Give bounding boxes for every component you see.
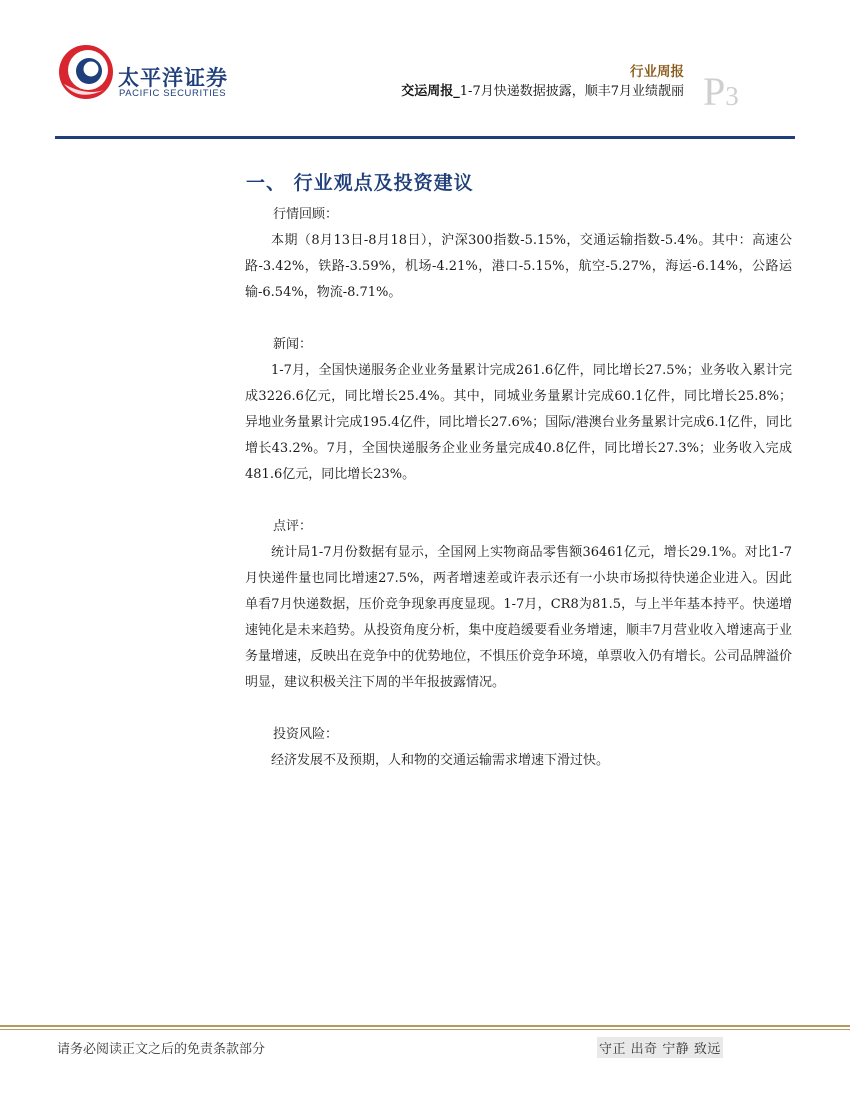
market-review-text: 本期（8月13日-8月18日），沪深300指数-5.15%，交通运输指数-5.4%。其中：高速公路-3.42%，铁路-3.59%，机场-4.21%，港口-5.15%，航空-5.27%，海运-6.14%，公路运输-6.54%，物流-8.71%。 [245, 233, 792, 300]
disclaimer-text: 请务必阅读正文之后的免责条款部分 [57, 1042, 266, 1057]
market-review-label: 行情回顾： [273, 207, 339, 222]
company-motto: 守正 出奇 宁静 致远 [597, 1037, 723, 1058]
report-type: 行业周报 [630, 64, 684, 80]
page-letter: P [703, 69, 726, 114]
risk-label: 投资风险： [273, 727, 339, 742]
page-number [703, 69, 739, 114]
spacer [245, 696, 792, 722]
report-title-rest: 1-7月快递数据披露，顺丰7月业绩靓丽 [459, 84, 684, 99]
page-digit: 3 [725, 81, 739, 111]
news-text: 1-7月，全国快递服务企业业务量累计完成261.6亿件，同比增长27.5%；业务收入累计完成3226.6亿元，同比增长25.4%。其中，同城业务量累计完成60.1亿件，同比增长25.8%；异地业务量累计完成195.4亿件，同比增长27.6%；国际/港澳台业务量累计完成6.1亿件，同比增长43.2%。7月，全国快递服务企业业务量完成40.8亿件，同比增长27.3%；业务收入完成481.6亿元，同比增长23%。 [245, 363, 792, 482]
section-heading: 一、 行业观点及投资建议 [246, 172, 474, 194]
spacer [245, 306, 792, 332]
header-divider [55, 136, 795, 139]
section-content [245, 202, 792, 774]
comment-text: 统计局1-7月份数据有显示，全国网上实物商品零售额36461亿元，增长29.1%。对比1-7月快递件量也同比增速27.5%，两者增速差或许表示还有一小块市场拟待快递企业进入。因此单看7月快递数据，压价竞争现象再度显现。1-7月，CR8为81.5，与上半年基本持平。快递增速钝化是未来趋势。从投资角度分析，集中度趋缓要看业务增速，顺丰7月营业收入增速高于业务量增速，反映出在竞争中的优势地位，不惧压价竞争环境，单票收入仍有增长。公司品牌溢价明显，建议积极关注下周的半年报披露情况。 [245, 545, 792, 690]
report-title [401, 80, 684, 99]
footer-divider [0, 1025, 850, 1027]
risk-text: 经济发展不及预期，人和物的交通运输需求增速下滑过快。 [271, 753, 610, 768]
comment-label: 点评： [273, 519, 313, 534]
report-title-bold: 交运周报_ [401, 84, 460, 99]
footer-divider-thin [0, 1029, 850, 1030]
company-name-en: PACIFIC SECURITIES [119, 88, 227, 99]
spacer [245, 488, 792, 514]
company-name-cn: 太平洋证券 [118, 66, 228, 90]
news-label: 新闻： [273, 337, 313, 352]
company-logo-icon [58, 44, 114, 100]
